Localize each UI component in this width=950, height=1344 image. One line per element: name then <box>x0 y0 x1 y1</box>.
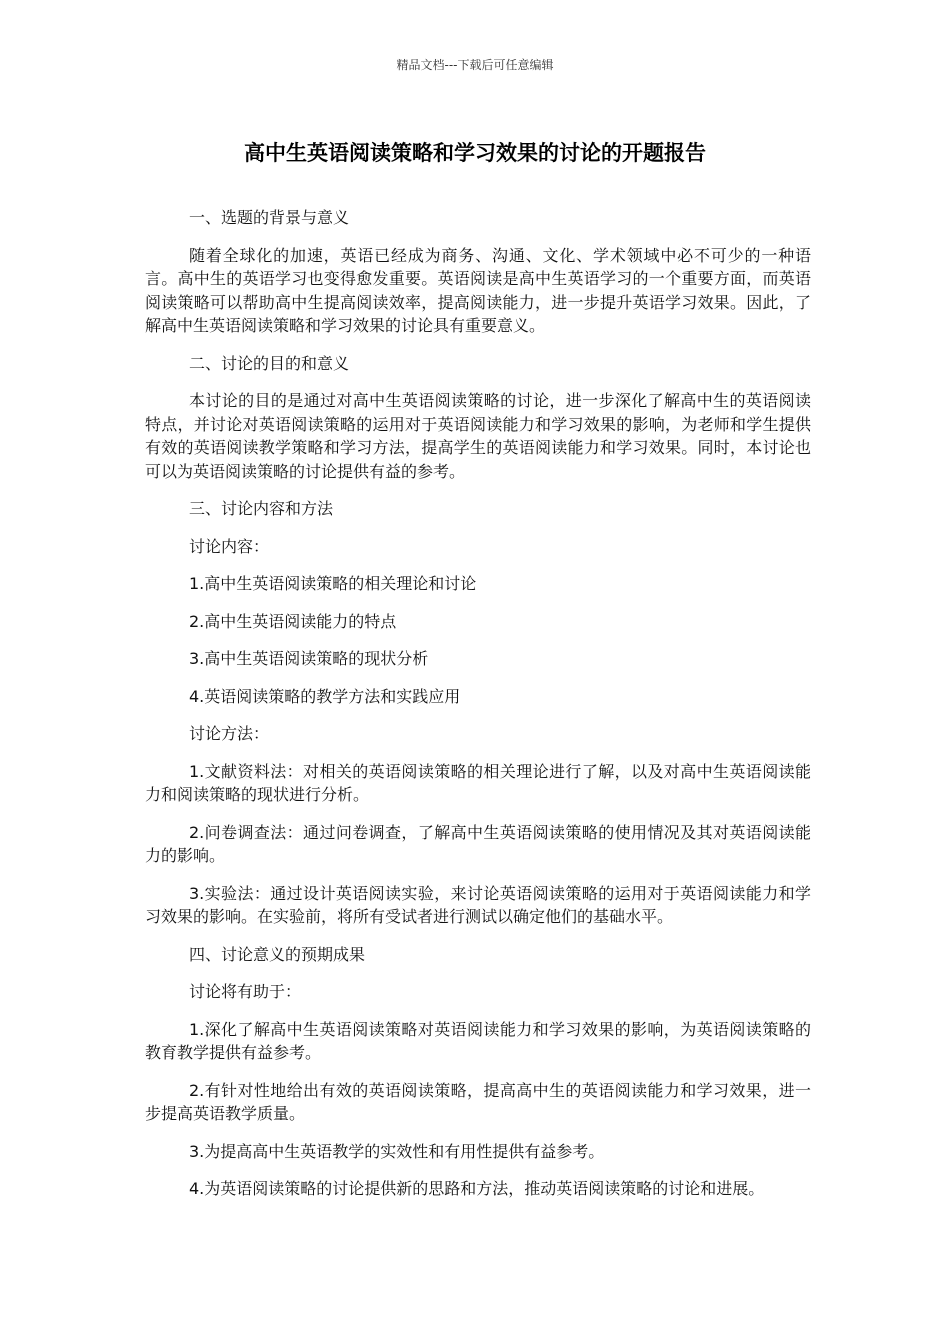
content-item-2: 2.高中生英语阅读能力的特点 <box>189 611 397 631</box>
section-heading-background: 一、选题的背景与意义 <box>189 208 350 227</box>
document-title: 高中生英语阅读策略和学习效果的讨论的开题报告 <box>244 141 706 165</box>
outcome-item-3: 3.为提高高中生英语教学的实效性和有用性提供有益参考。 <box>189 1141 605 1161</box>
page-header: 精品文档---下载后可任意编辑 <box>396 58 554 72</box>
subheading-methods: 讨论方法： <box>189 724 270 743</box>
section-heading-content-methods: 三、讨论内容和方法 <box>189 499 334 518</box>
document-body <box>145 206 811 1201</box>
paragraph-purpose: 本讨论的目的是通过对高中生英语阅读策略的讨论，进一步深化了解高中生的英语阅读特点，并讨论对英语阅读策略的运用对于英语阅读能力和学习效果的影响，为老师和学生提供有效的英语阅读教学策略和学习方法，提高学生的英语阅读能力和学习效果。同时，本讨论也可以为英语阅读策略的讨论提供有益的参考。 <box>145 391 811 481</box>
outcome-item-4: 4.为英语阅读策略的讨论提供新的思路和方法，推动英语阅读策略的讨论和进展。 <box>189 1179 765 1198</box>
method-item-1: 1.文献资料法：对相关的英语阅读策略的相关理论进行了解，以及对高中生英语阅读能力和阅读策略的现状进行分析。 <box>145 761 811 804</box>
subheading-outcomes: 讨论将有助于： <box>189 982 302 1001</box>
paragraph-background: 随着全球化的加速，英语已经成为商务、沟通、文化、学术领域中必不可少的一种语言。高中生的英语学习也变得愈发重要。英语阅读是高中生英语学习的一个重要方面，而英语阅读策略可以帮助高中生提高阅读效率，提高阅读能力，进一步提升英语学习效果。因此，了解高中生英语阅读策略和学习效果的讨论具有重要意义。 <box>145 245 811 335</box>
method-item-3: 3.实验法：通过设计英语阅读实验，来讨论英语阅读策略的运用对于英语阅读能力和学习效果的影响。在实验前，将所有受试者进行测试以确定他们的基础水平。 <box>145 883 811 926</box>
subheading-content: 讨论内容： <box>189 536 270 556</box>
content-item-4: 4.英语阅读策略的教学方法和实践应用 <box>189 686 461 706</box>
outcome-item-2: 2.有针对性地给出有效的英语阅读策略，提高高中生的英语阅读能力和学习效果，进一步提高英语教学质量。 <box>145 1080 811 1123</box>
section-heading-purpose: 二、讨论的目的和意义 <box>189 353 350 373</box>
section-heading-outcomes: 四、讨论意义的预期成果 <box>189 944 366 964</box>
outcome-item-1: 1.深化了解高中生英语阅读策略对英语阅读能力和学习效果的影响，为英语阅读策略的教育教学提供有益参考。 <box>145 1019 811 1062</box>
method-item-2: 2.问卷调查法：通过问卷调查，了解高中生英语阅读策略的使用情况及其对英语阅读能力的影响。 <box>145 822 811 865</box>
content-item-3: 3.高中生英语阅读策略的现状分析 <box>189 649 429 668</box>
content-item-1: 1.高中生英语阅读策略的相关理论和讨论 <box>189 574 477 593</box>
